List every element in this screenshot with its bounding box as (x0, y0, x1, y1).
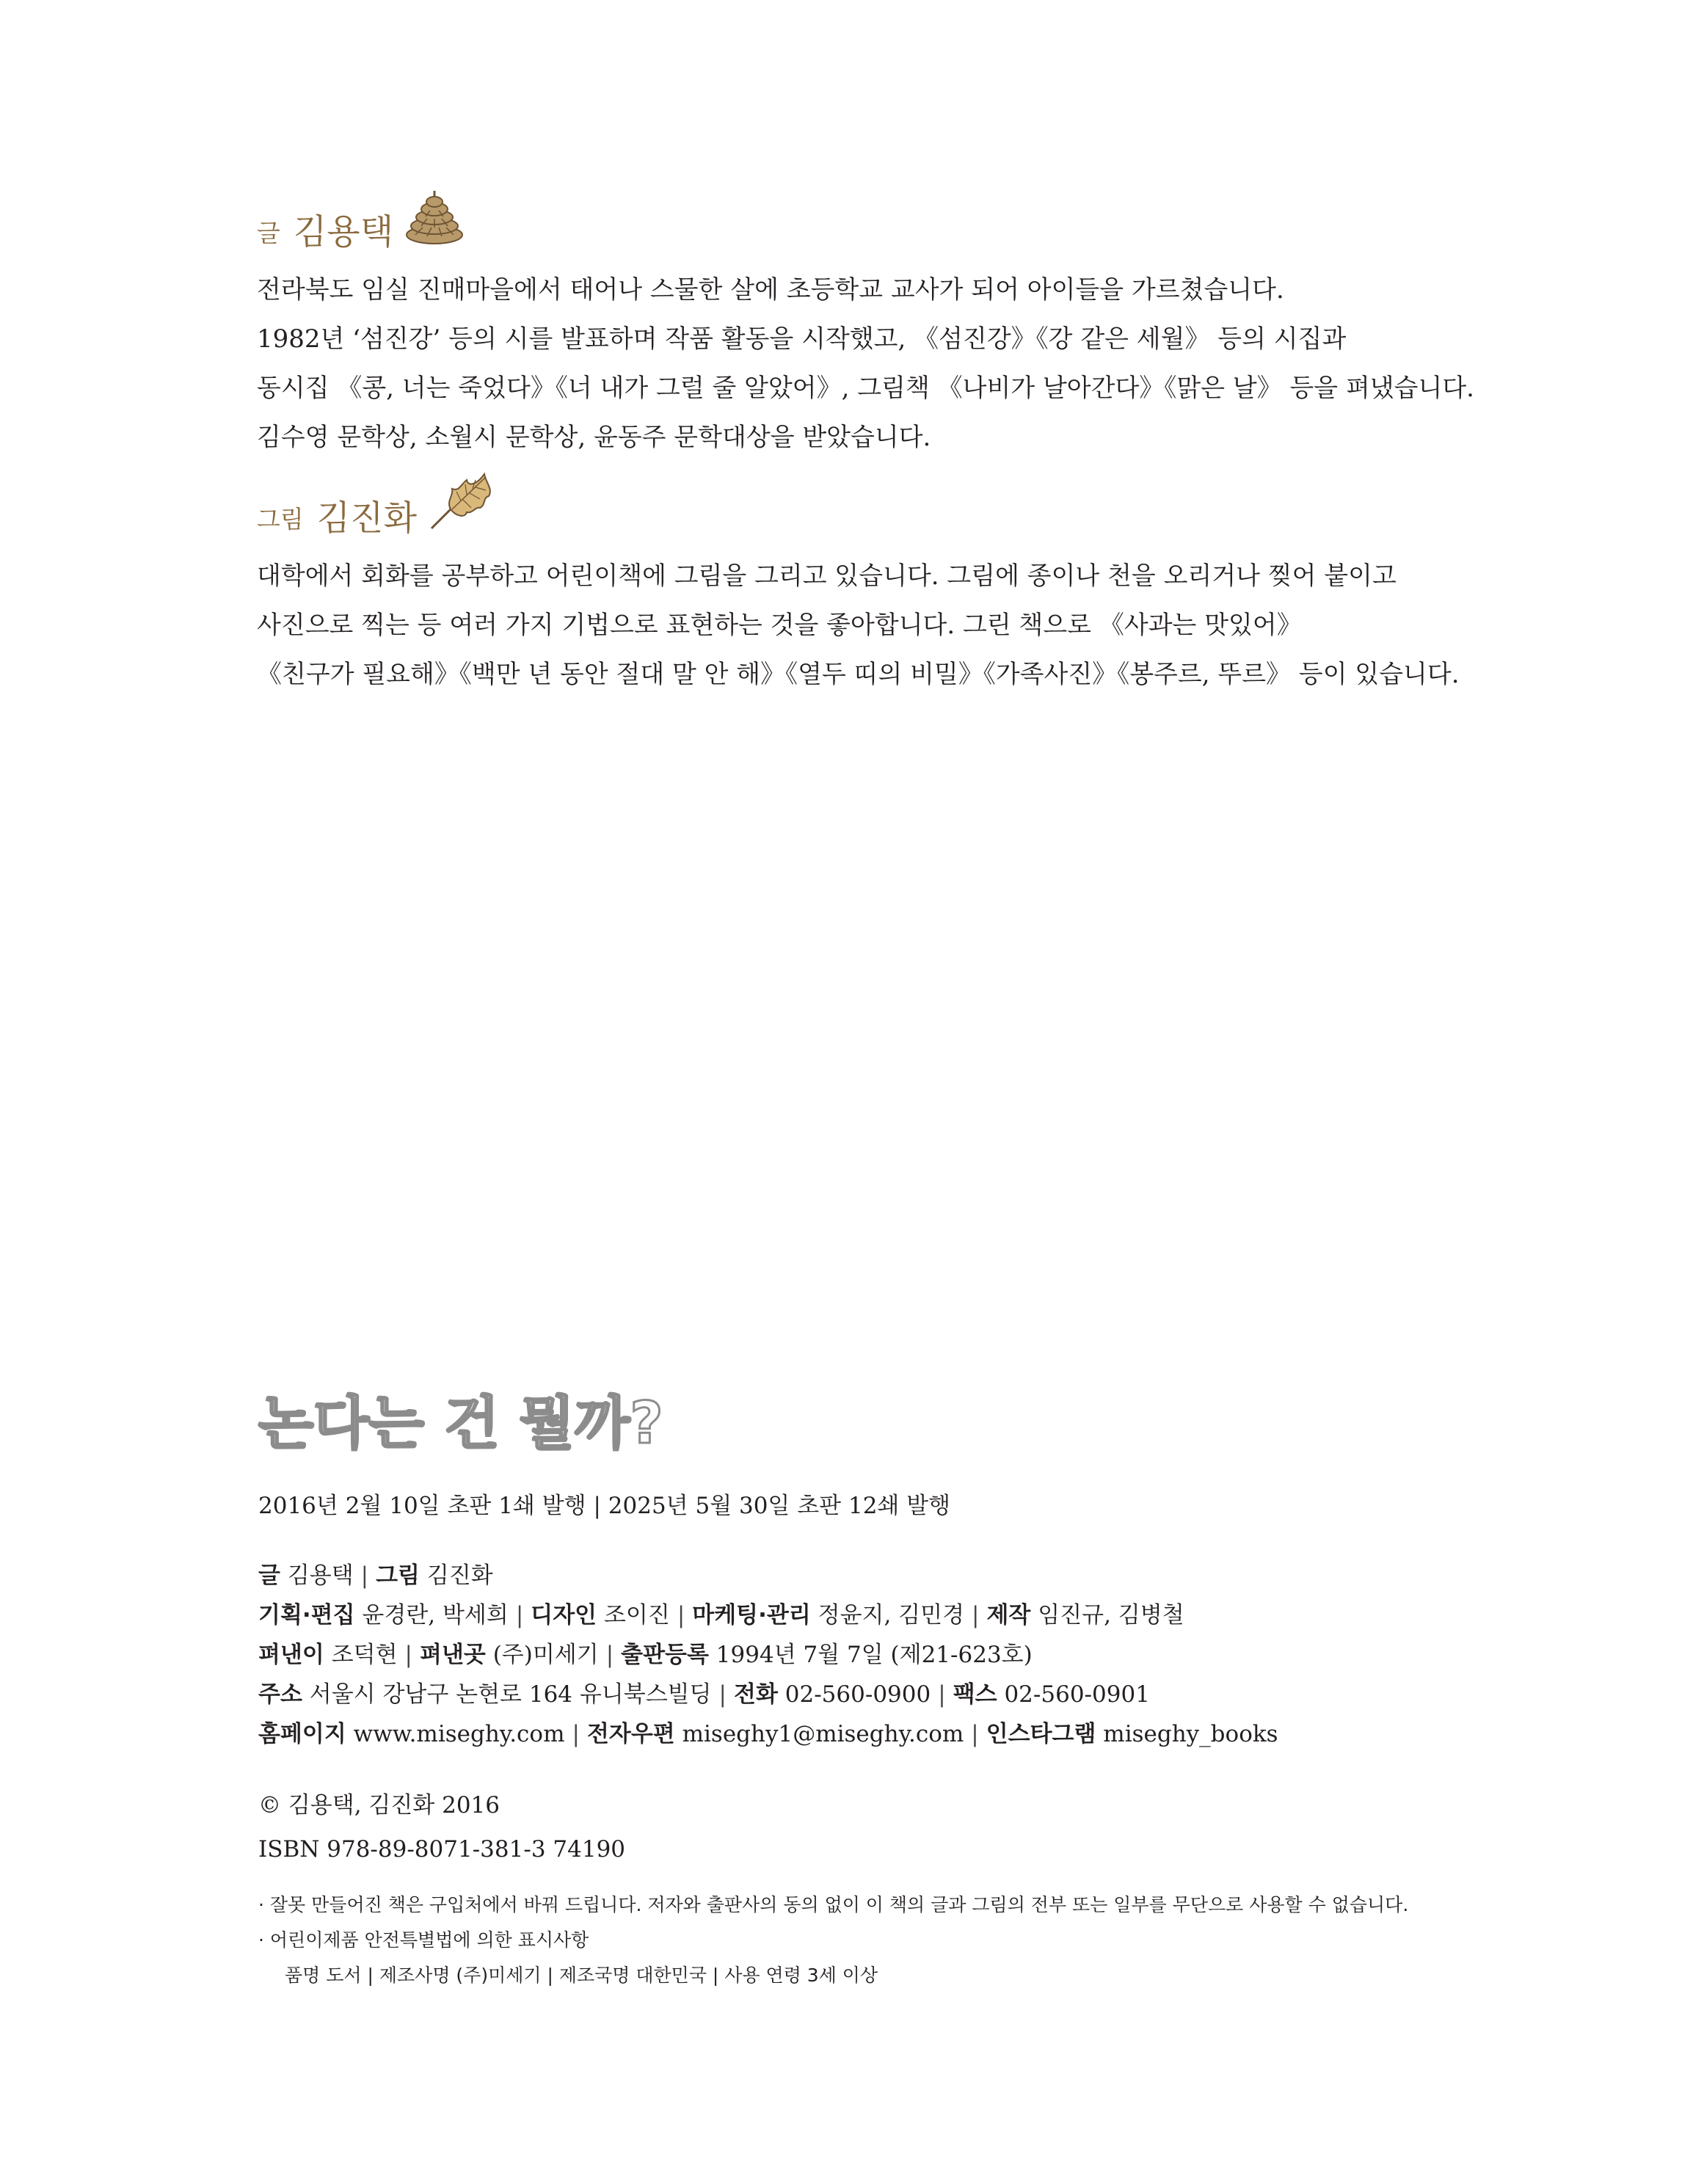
separator: | (360, 1562, 369, 1589)
separator: | (971, 1721, 979, 1747)
illustrator-bio-line: 대학에서 회화를 공부하고 어린이책에 그림을 그리고 있습니다. 그림에 종이나 천을 오리거나 찢어 붙이고 (257, 561, 1397, 591)
edition-line: 2016년 2월 10일 초판 1쇄 발행 | 2025년 5월 30일 초판 12쇄 발행 (258, 1493, 951, 1519)
registration-label: 출판등록 (621, 1642, 709, 1668)
author-bio-line: 김수영 문학상, 소월시 문학상, 윤동주 문학대상을 받았습니다. (257, 423, 931, 452)
writer-value: 김용택 (287, 1562, 354, 1589)
house-label: 펴낸곳 (420, 1642, 486, 1668)
design-label: 디자인 (531, 1602, 597, 1628)
writer-label: 글 (258, 1562, 280, 1589)
house-value: (주)미세기 (492, 1642, 599, 1668)
separator: | (404, 1642, 412, 1668)
book-title-text: 논다는 건 뭘까? (258, 1391, 663, 1457)
separator: | (572, 1721, 580, 1747)
illustrator-bio-line: 《친구가 필요해》《백만 년 동안 절대 말 안 해》《열두 띠의 비밀》《가족사진》《봉주르, 뚜르》 등이 있습니다. (257, 660, 1460, 689)
author-bio-line: 1982년 ‘섬진강’ 등의 시를 발표하며 작품 활동을 시작했고, 《섬진강》《강 같은 세월》 등의 시집과 (257, 324, 1347, 354)
separator: | (938, 1681, 946, 1708)
production-label: 제작 (986, 1602, 1031, 1628)
notice-line: 품명 도서 | 제조사명 (주)미세기 | 제조국명 대한민국 | 사용 연령 3세 이상 (285, 1965, 878, 1986)
marketing-label: 마케팅·관리 (692, 1602, 811, 1628)
illustrator-role: 그림 (257, 505, 304, 534)
book-title (255, 1380, 916, 1460)
separator: | (515, 1602, 524, 1628)
separator: | (972, 1602, 980, 1628)
isbn-line: ISBN 978-89-8071-381-3 74190 (258, 1836, 626, 1863)
notice-line: · 어린이제품 안전특별법에 의한 표시사항 (258, 1929, 589, 1951)
copyright-block (258, 1783, 1506, 1871)
author-role: 글 (257, 219, 280, 247)
oak-leaf-icon (424, 467, 498, 536)
marketing-value: 정윤지, 김민경 (818, 1602, 965, 1628)
email-link[interactable]: miseghy1@miseghy.com (682, 1721, 964, 1747)
credits-line-5 (258, 1714, 1506, 1754)
illustrator-name: 김진화 (316, 498, 417, 539)
credits-line-4 (258, 1675, 1506, 1714)
illustrator-label: 그림 (376, 1562, 420, 1589)
editing-value: 윤경란, 박세희 (362, 1602, 509, 1628)
illustrator-bio-line: 사진으로 찍는 등 여러 가지 기법으로 표현하는 것을 좋아합니다. 그린 책으로 《사과는 맛있어》 (257, 611, 1302, 640)
fax-label: 팩스 (953, 1681, 997, 1708)
credits-line-3 (258, 1635, 1506, 1675)
homepage-link[interactable]: www.miseghy.com (353, 1721, 565, 1747)
credits-line-2 (258, 1595, 1506, 1635)
pinecone-icon (401, 189, 468, 250)
registration-value: 1994년 7월 7일 (제21-623호) (716, 1642, 1033, 1668)
phone-label: 전화 (734, 1681, 778, 1708)
credits-line-1 (258, 1556, 1506, 1595)
separator: | (718, 1681, 727, 1708)
separator: | (677, 1602, 685, 1628)
fax-value: 02-560-0901 (1004, 1681, 1150, 1708)
notices (258, 1888, 1408, 1993)
illustrator-heading (257, 477, 1504, 539)
instagram-label: 인스타그램 (986, 1721, 1096, 1747)
author-section (257, 191, 1504, 462)
author-bio-line: 전라북도 임실 진매마을에서 태어나 스물한 살에 초등학교 교사가 되어 아이들을 가르쳤습니다. (257, 275, 1284, 305)
address-label: 주소 (258, 1681, 302, 1708)
editing-label: 기획·편집 (258, 1602, 355, 1628)
production-value: 임진규, 김병철 (1038, 1602, 1184, 1628)
email-label: 전자우편 (586, 1721, 675, 1747)
colophon (258, 1486, 1506, 1526)
author-bio (257, 266, 1504, 462)
author-heading (257, 191, 1504, 250)
copyright-line: © 김용택, 김진화 2016 (258, 1792, 500, 1819)
instagram-link[interactable]: miseghy_books (1103, 1721, 1278, 1747)
publisher-label: 펴낸이 (258, 1642, 324, 1668)
address-value: 서울시 강남구 논현로 164 유니북스빌딩 (309, 1681, 712, 1708)
illustrator-bio (257, 552, 1504, 699)
homepage-label: 홈페이지 (258, 1721, 346, 1747)
illustrator-value: 김진화 (426, 1562, 493, 1589)
notice-line: · 잘못 만들어진 책은 구입처에서 바꿔 드립니다. 저자와 출판사의 동의 없이 이 책의 글과 그림의 전부 또는 일부를 무단으로 사용할 수 없습니다. (258, 1894, 1409, 1915)
author-bio-line: 동시집 《콩, 너는 죽었다》《너 내가 그럴 줄 알았어》, 그림책 《나비가 날아간다》《맑은 날》 등을 펴냈습니다. (257, 374, 1474, 403)
separator: | (605, 1642, 614, 1668)
design-value: 조이진 (603, 1602, 670, 1628)
publisher-value: 조덕현 (331, 1642, 398, 1668)
credits (258, 1556, 1506, 1754)
illustrator-section (257, 477, 1504, 699)
phone-value: 02-560-0900 (784, 1681, 931, 1708)
author-name: 김용택 (293, 212, 394, 252)
